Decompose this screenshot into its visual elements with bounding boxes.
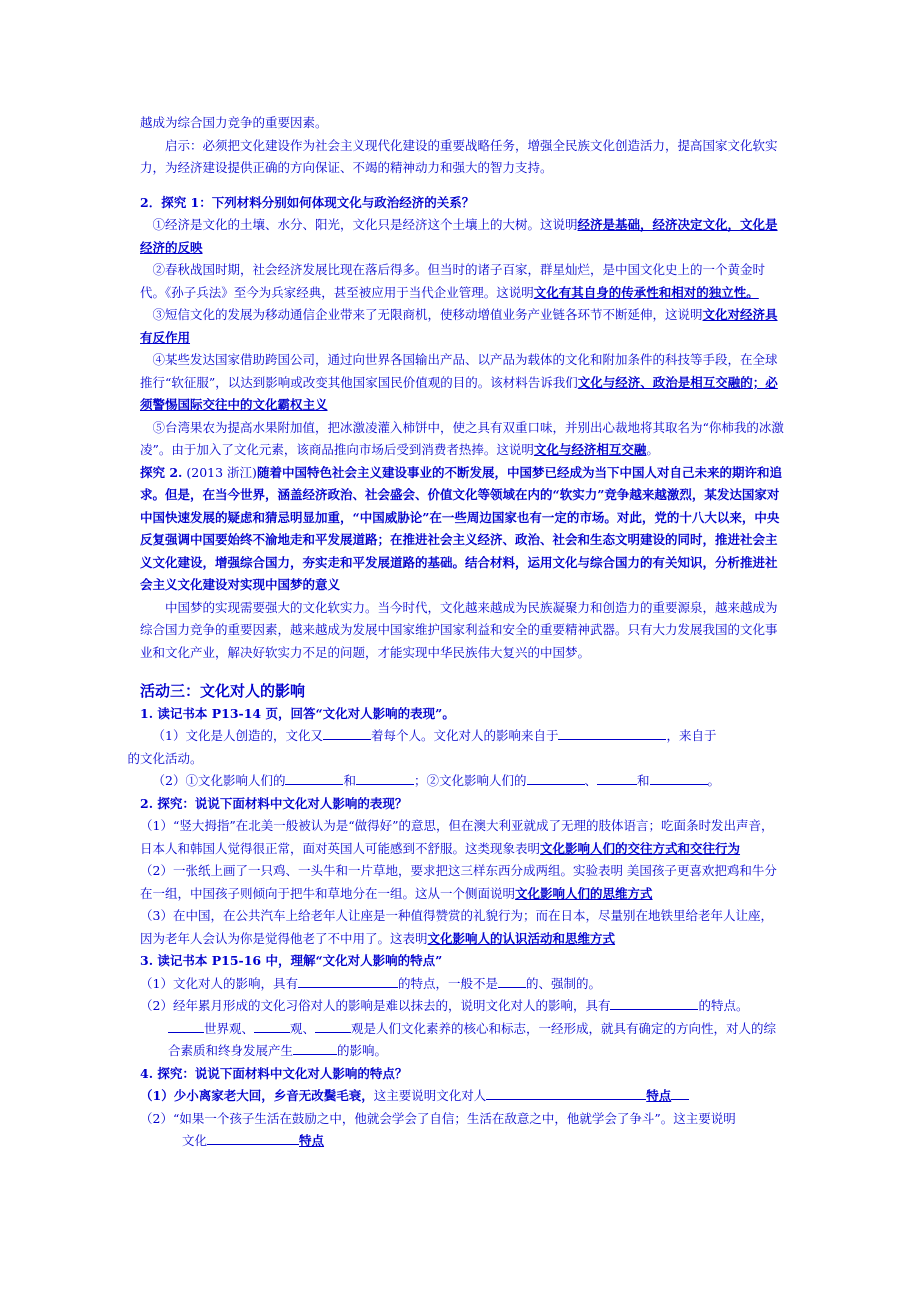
question-1: 1. 读记书本 P13-14 页，回答“文化对人影响的表现”。 <box>140 705 455 721</box>
fill-line: （2）①文化影响人们的 和 ；②文化影响人们的 、 和 。 <box>140 770 785 793</box>
fill-line: （2）“如果一个孩子生活在鼓励之中，他就会学会了自信；生活在敌意之中，他就学会了争斗”。这主要说明 文化 特点 <box>140 1110 736 1148</box>
tanjiu2-paragraph: 探究 2. (2013 浙江)随着中国特色社会主义建设事业的不断发展，中国梦已经成为当下中国人对自己未来的期许和追求。但是，在当今世界，涵盖经济政治、社会盛会、价值文化等领域在内的“软实力”竞争越来越激烈，某发达国家对中国快速发展的疑虑和猜忌明显加重，“中国威胁论”在一些周边国家也有一定的市场。对此，党的十八大以来，中央反复强调中国要始终不渝地走和平发展道路；在推进社会主义经济、政治、社会和生态文明建设的同时，推进社会主义文化建设，增强综合国力，夯实走和平发展道路的基础。结合材料，运用文化与综合国力的有关知识，分析推进社会主义文化建设对实现中国梦的意义 <box>140 464 782 592</box>
blank-field[interactable] <box>298 973 398 988</box>
qishi-paragraph: 启示：必须把文化建设作为社会主义现代化建设的重要战略任务，增强全民族文化创造活力，提高国家文化软实力，为经济建设提供正确的方向保证、不竭的精神动力和强大的智力支持。 <box>140 137 778 175</box>
blank-field[interactable] <box>356 770 414 785</box>
blank-field[interactable] <box>597 770 637 785</box>
fill-line: （2）经年累月形成的文化习俗对人的影响是难以抹去的，说明文化对人的影响，具有 的特点。 世界观、 观、 观是人们文化素养的核心和标志，一经形成，就具有确定的方向性，对人的综合素质和终身发展产生 的影响。 <box>140 995 785 1063</box>
blank-field[interactable] <box>558 725 666 740</box>
blank-field[interactable] <box>527 770 585 785</box>
fill-line: （1）文化对人的影响，具有 的特点，一般不是 的、强制的。 <box>140 973 785 996</box>
document-page <box>127 112 785 1153</box>
answer: 文化与经济、政治是相互交融的；必须警惕国际交往中的文化霸权主义 <box>140 374 778 412</box>
blank-field[interactable] <box>498 973 526 988</box>
tanjiu1-item: ①经济是文化的土壤、水分、阳光，文化只是经济这个土壤上的大树。这说明经济是基础，经济决定文化，文化是经济的反映 <box>140 217 778 255</box>
tanjiu1-item: ③短信文化的发展为移动通信企业带来了无限商机，使移动增值业务产业链各环节不断延伸，这说明文化对经济具有反作用 <box>140 307 778 345</box>
tanjiu1-item: ④某些发达国家借助跨国公司，通过向世界各国输出产品、以产品为载体的文化和附加条件的科技等手段，在全球推行“软征服”，以达到影响或改变其他国家国民价值观的目的。该材料告诉我们文化与经济、政治是相互交融的；必须警惕国际交往中的文化霸权主义 <box>140 352 778 412</box>
blank-field[interactable] <box>315 1018 351 1033</box>
blank-field[interactable] <box>254 1018 290 1033</box>
blank-field[interactable] <box>610 995 698 1010</box>
blank-field[interactable] <box>285 770 343 785</box>
blank-field[interactable] <box>323 725 371 740</box>
blank-field[interactable] <box>293 1040 337 1055</box>
blank-field[interactable] <box>168 1018 204 1033</box>
question-4: 4. 探究：说说下面材料中文化对人影响的特点？ <box>140 1065 408 1081</box>
answer: 文化影响人的认识活动和思维方式 <box>427 930 616 946</box>
tanjiu2-answer: 中国梦的实现需要强大的文化软实力。当今时代，文化越来越成为民族凝聚力和创造力的重要源泉，越来越成为综合国力竞争的重要因素，越来越成为发展中国家维护国家利益和安全的重要精神武器。只有大力发展我国的文化事业和文化产业，解决好软实力不足的问题，才能实现中华民族伟大复兴的中国梦。 <box>140 599 778 660</box>
blank-field[interactable] <box>671 1085 689 1100</box>
section-heading: 活动三：文化对人的影响 <box>140 682 306 700</box>
tanjiu1-title: 2．探究 1：下列材料分别如何体现文化与政治经济的关系？ <box>140 194 475 210</box>
question-3: 3. 读记书本 P15-16 中，理解“文化对人影响的特点” <box>140 953 443 968</box>
material-item: （3）在中国，在公共汽车上给老年人让座是一种值得赞赏的礼貌行为；而在日本，尽量别在地铁里给老年人让座，因为老年人会认为你是觉得他老了不中用了。这表明文化影响人的认识活动和思维方式 <box>140 908 773 946</box>
material-item: （1）“竖大拇指”在北美一般被认为是“做得好”的意思，但在澳大利亚就成了无理的肢体语言；吃面条时发出声音，日本人和韩国人觉得很正常，面对英国人可能感到不舒服。这类现象表明文化影响人们的交往方式和交往行为 <box>140 818 774 856</box>
answer: 文化对经济具有反作用 <box>140 307 778 345</box>
fill-line: （1）少小离家老大回，乡音无改鬓毛衰，这主要说明文化对人 特点 <box>140 1085 785 1108</box>
intro-line: 越成为综合国力竞争的重要因素。 <box>140 115 328 130</box>
fill-line: （1）文化是人创造的，文化又 着每个人。文化对人的影响来自于 ，来自于 的文化活动。 <box>140 725 785 770</box>
tanjiu1-item: ②春秋战国时期，社会经济发展比现在落后得多。但当时的诸子百家，群星灿烂，是中国文化史上的一个黄金时代。《孙子兵法》至今为兵家经典，甚至被应用于当代企业管理。这说明文化有其自身的传承性和相对的独立性。 <box>140 262 766 300</box>
blank-field[interactable] <box>207 1130 299 1145</box>
material-item: （2）一张纸上画了一只鸡、一头牛和一片草地，要求把这三样东西分成两组。实验表明 美国孩子更喜欢把鸡和牛分在一组，中国孩子则倾向于把牛和草地分在一组。这从一个侧面说明文化影响人们的思维方式 <box>140 863 777 901</box>
tanjiu1-item: ⑤台湾果农为提高水果附加值，把冰激凌灌入柿饼中，使之具有双重口味，并别出心裁地将其取名为“你柿我的冰激凌”。由于加入了文化元素，该商品推向市场后受到消费者热捧。这说明文化与经济相互交融。 <box>140 419 784 457</box>
blank-field[interactable] <box>486 1085 646 1100</box>
answer: 文化影响人们的交往方式和交往行为 <box>540 840 741 856</box>
answer: 经济是基础，经济决定文化，文化是经济的反映 <box>140 217 778 255</box>
answer: 文化影响人们的思维方式 <box>515 885 653 901</box>
answer: 文化与经济相互交融 <box>533 442 647 457</box>
question-2: 2. 探究：说说下面材料中文化对人影响的表现？ <box>140 795 408 811</box>
answer: 文化有其自身的传承性和相对的独立性。 <box>533 284 759 300</box>
blank-field[interactable] <box>650 770 708 785</box>
